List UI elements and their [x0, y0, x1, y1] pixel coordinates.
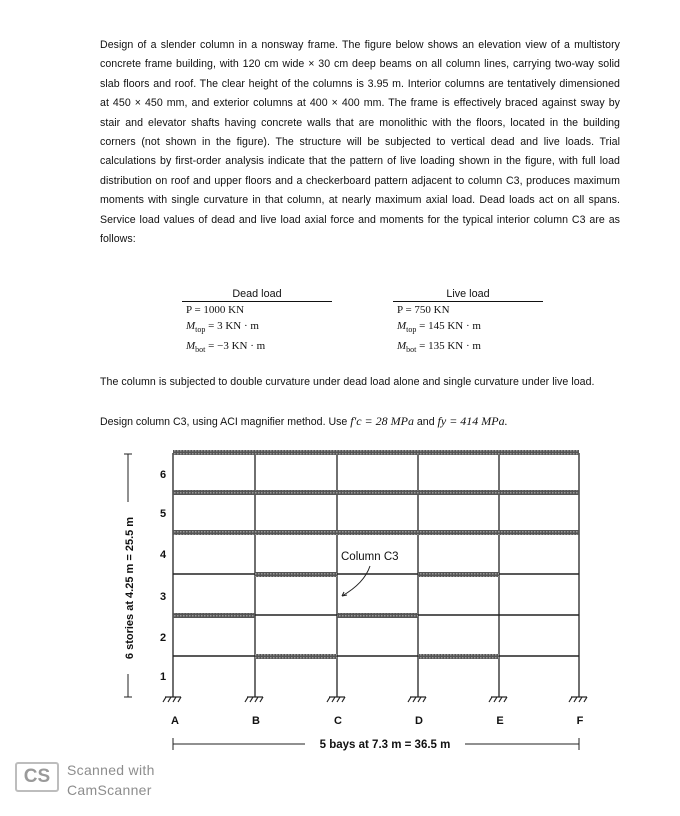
dead-load-mbot: $M_{bot} = -3$ KN · m: [186, 340, 266, 355]
watermark-line-2: CamScanner: [67, 782, 152, 798]
camscanner-logo: CS: [15, 762, 59, 792]
watermark-line-1: Scanned with: [67, 762, 155, 778]
dead-load-p: P = 1000 KN: [186, 304, 245, 316]
problem-paragraph-3: Design column C3, using ACI magnifier method. Use f′c = 28 MPa and fy = 414 MPa.: [100, 414, 508, 428]
problem-paragraph-2: The column is subjected to double curvature under dead load alone and single curvature under live load.: [100, 376, 595, 388]
story-label-6: 6: [159, 469, 167, 481]
dead-load-mtop: $M_{top} = 3$ KN · m: [186, 320, 259, 335]
column-line-d: D: [415, 715, 423, 727]
column-line-a: A: [171, 715, 179, 727]
dead-load-title: Dead load: [182, 288, 332, 302]
width-dimension-label: 5 bays at 7.3 m = 36.5 m: [319, 739, 451, 751]
problem-paragraph-1: Design of a slender column in a nonsway frame. The figure below shows an elevation view of a multistory concrete frame building, with 120 cm wide × 30 cm deep beams on all column lines, carrying two-way solid slab floors and roof. The clear height of the columns is 3.95 m. Interior columns are tentatively dimensioned at 450 × 450 mm, and exterior columns at 400 × 400 mm. The frame is effectively braced against sway by stair and elevator shafts having concrete walls that are monolithic with the floors, located in the building corners (not shown in the figure). The structure will be subjected to vertical dead and live loads. Trial calculations by first-order analysis indicate that the pattern of live loading shown in the figure, with full load distribution on roof and upper floors and a checkerboard pattern adjacent to column C3, produces maximum moments with single curvature in that column, at nearly maximum axial load. Dead loads act on all spans. Service load values of dead and live load axial force and moments for the typical interior column C3 are as follows:: [100, 39, 620, 246]
column-line-e: E: [496, 715, 504, 727]
column-c3-pointer: [342, 566, 370, 596]
fixed-supports: [163, 697, 587, 702]
story-label-2: 2: [159, 632, 167, 644]
story-label-5: 5: [159, 508, 167, 520]
story-label-1: 1: [159, 671, 167, 683]
column-c3-label: Column C3: [341, 551, 399, 563]
story-label-4: 4: [159, 549, 167, 561]
column-line-f: F: [576, 715, 584, 727]
fc-value: f′c = 28 MPa: [350, 414, 414, 428]
column-line-c: C: [334, 715, 342, 727]
story-label-3: 3: [159, 591, 167, 603]
live-load-title: Live load: [393, 288, 543, 302]
column-line-b: B: [252, 715, 260, 727]
live-load-p: P = 750 KN: [397, 304, 450, 316]
fy-value: fy = 414 MPa.: [437, 414, 508, 428]
live-load-mbot: $M_{bot} = 135$ KN · m: [397, 340, 481, 355]
height-dimension-label: 6 stories at 4.25 m = 25.5 m: [124, 516, 136, 660]
frame-columns: [173, 453, 579, 697]
live-load-mtop: $M_{top} = 145$ KN · m: [397, 320, 481, 335]
